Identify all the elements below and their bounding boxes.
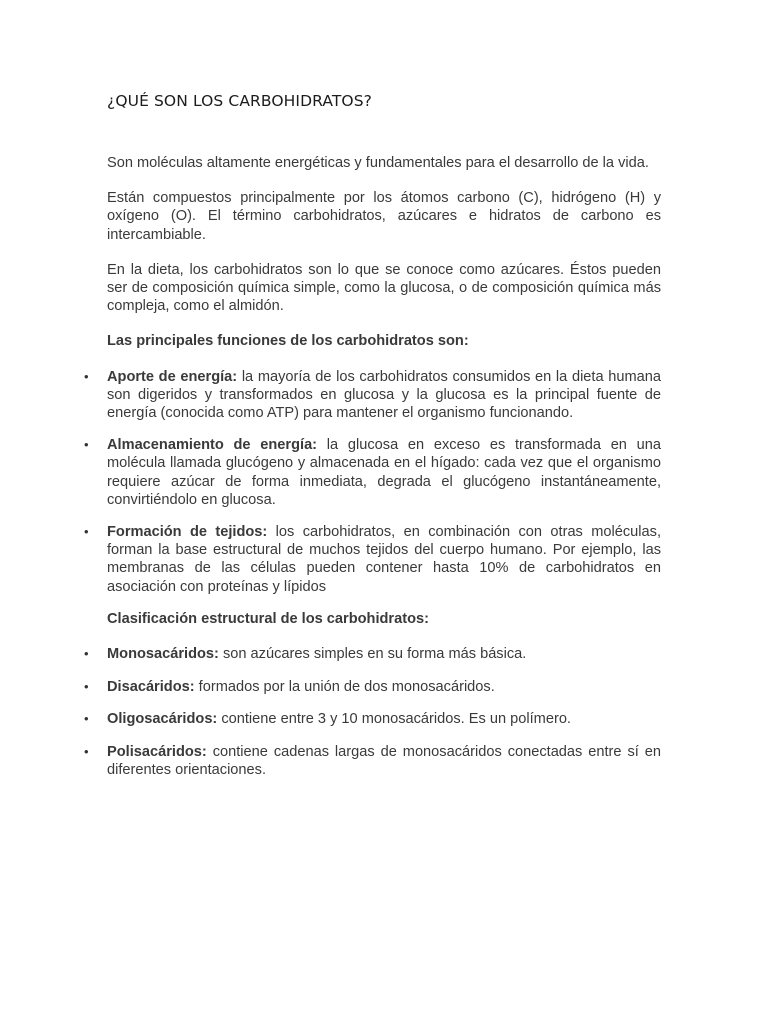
classification-heading: Clasificación estructural de los carbohidratos:	[107, 610, 429, 627]
paragraph-diet: En la dieta, los carbohidratos son lo que se conoce como azúcares. Éstos pueden ser de composición química simple, como la glucosa, o de composición química más compleja, como el almidón.	[107, 261, 661, 315]
list-item-text: son azúcares simples en su forma más básica.	[218, 646, 527, 663]
bullet-icon: •	[84, 368, 89, 384]
bullet-icon: •	[84, 744, 89, 760]
list-item-term: Almacenamiento de energía:	[107, 437, 318, 454]
list-item-text: contiene entre 3 y 10 monosacáridos. Es un polímero.	[217, 711, 571, 728]
bullet-icon: •	[84, 646, 89, 662]
list-item-term: Polisacáridos:	[107, 744, 207, 761]
list-item-text: la glucosa en exceso es transformada en una molécula llamada glucógeno y almacenada en el hígado: cada vez que el organismo requiere azúcar de forma inmediata, degrada el glucógeno instantáneamente, convirtiéndolo en glucosa.	[107, 437, 662, 508]
paragraph-composition: Están compuestos principalmente por los átomos carbono (C), hidrógeno (H) y oxígeno (O). El término carbohidratos, azúcares e hidratos de carbono es intercambiable.	[107, 190, 661, 243]
functions-list	[84, 368, 662, 596]
list-item-text: formados por la unión de dos monosacáridos.	[194, 678, 495, 695]
list-item	[84, 678, 661, 696]
list-item	[84, 523, 661, 596]
list-item-text: la mayoría de los carbohidratos consumidos en la dieta humana son digeridos y transformados en glucosa y la glucosa es la principal fuente de energía (conocida como ATP) para mantener el organismo funcionando.	[107, 368, 661, 422]
list-item	[84, 710, 661, 728]
functions-heading: Las principales funciones de los carbohidratos son:	[107, 333, 469, 350]
bullet-icon: •	[84, 437, 89, 453]
list-item-term: Monosacáridos:	[107, 646, 219, 663]
list-item	[84, 368, 661, 423]
bullet-icon: •	[84, 524, 89, 540]
list-item-term: Aporte de energía:	[107, 368, 238, 385]
document-body	[84, 154, 662, 794]
list-item-text: contiene cadenas largas de monosacáridos conectadas entre sí en diferentes orientaciones.	[107, 744, 661, 779]
bullet-icon: •	[84, 711, 89, 727]
bullet-icon: •	[84, 678, 89, 694]
list-item	[84, 645, 661, 663]
list-item-term: Disacáridos:	[107, 678, 195, 695]
list-item	[84, 743, 661, 779]
classification-list	[84, 645, 661, 780]
list-item-text: los carbohidratos, en combinación con otras moléculas, forman la base estructural de muchos tejidos del cuerpo humano. Por ejemplo, las membranas de las células pueden contener hasta 10% de carbohidratos en asociación con proteínas y lípidos	[107, 524, 661, 595]
document-title: ¿QUÉ SON LOS CARBOHIDRATOS?	[107, 92, 372, 110]
list-item-term: Oligosacáridos:	[107, 711, 218, 728]
list-item	[84, 436, 662, 509]
paragraph-definition: Son moléculas altamente energéticas y fundamentales para el desarrollo de la vida.	[107, 155, 649, 171]
list-item-term: Formación de tejidos:	[107, 524, 268, 541]
